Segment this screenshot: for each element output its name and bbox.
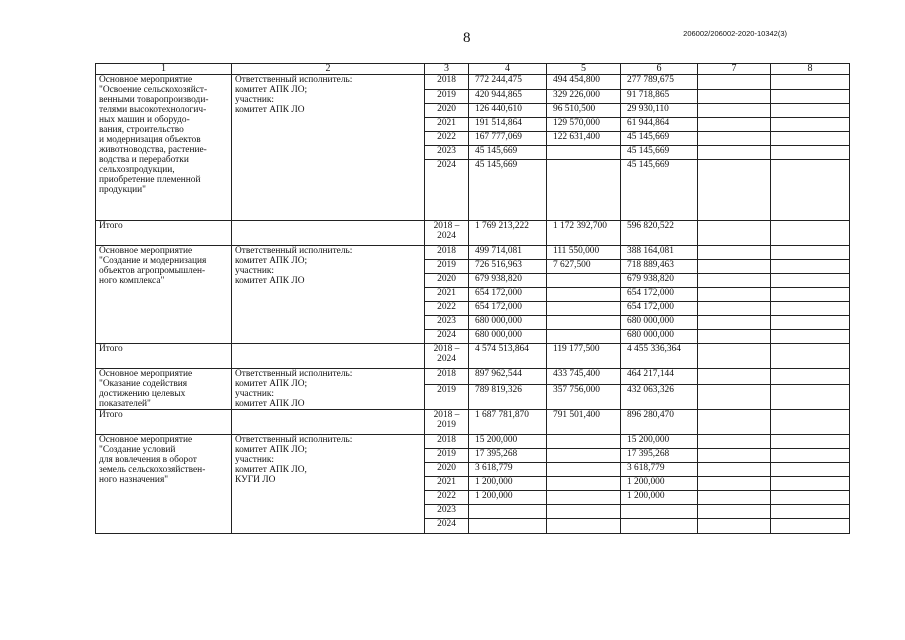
col7-cell [698,519,771,534]
col7-cell [698,246,771,260]
federal-amount-cell: 119 177,500 [547,344,621,369]
federal-amount-cell [547,519,621,534]
header-cell: 2 [232,64,425,75]
col7-cell [698,75,771,90]
table-row [96,75,850,90]
year-cell: 2022 [425,132,469,146]
col7-cell [698,369,771,385]
header-cell: 1 [96,64,232,75]
total-amount-cell: 726 516,963 [469,260,547,274]
col7-cell [698,302,771,316]
total-amount-cell: 679 938,820 [469,274,547,288]
total-amount-cell: 45 145,669 [469,146,547,160]
total-period-cell: 2018 – 2024 [425,221,469,246]
year-cell: 2021 [425,118,469,132]
col7-cell [698,344,771,369]
year-cell: 2018 [425,435,469,449]
total-executor-cell [232,221,425,246]
regional-amount-cell: 277 789,675 [621,75,698,90]
col8-cell [771,330,850,344]
col7-cell [698,463,771,477]
col7-cell [698,477,771,491]
federal-amount-cell: 129 570,000 [547,118,621,132]
col7-cell [698,449,771,463]
col7-cell [698,435,771,449]
regional-amount-cell: 432 063,326 [621,384,698,410]
regional-amount-cell: 896 280,470 [621,410,698,435]
regional-amount-cell [621,519,698,534]
col7-cell [698,90,771,104]
executor-cell: Ответственный исполнитель: комитет АПК ЛО; участник: комитет АПК ЛО, КУГИ ЛО [232,435,425,534]
total-amount-cell: 772 244,475 [469,75,547,90]
col7-cell [698,316,771,330]
col8-cell [771,146,850,160]
regional-amount-cell: 29 930,110 [621,104,698,118]
year-cell: 2024 [425,330,469,344]
federal-amount-cell [547,330,621,344]
total-amount-cell: 17 395,268 [469,449,547,463]
col7-cell [698,160,771,221]
col8-cell [771,132,850,146]
total-amount-cell [469,519,547,534]
total-row [96,410,850,435]
year-cell: 2019 [425,90,469,104]
table-row [96,246,850,260]
col8-cell [771,449,850,463]
year-cell: 2023 [425,505,469,519]
federal-amount-cell [547,449,621,463]
year-cell: 2020 [425,463,469,477]
federal-amount-cell [547,288,621,302]
col7-cell [698,274,771,288]
federal-amount-cell [547,146,621,160]
col8-cell [771,288,850,302]
col8-cell [771,369,850,385]
col7-cell [698,104,771,118]
header-cell: 3 [425,64,469,75]
regional-amount-cell: 654 172,000 [621,288,698,302]
col8-cell [771,384,850,410]
col7-cell [698,330,771,344]
total-amount-cell: 654 172,000 [469,288,547,302]
executor-cell: Ответственный исполнитель: комитет АПК ЛО; участник: комитет АПК ЛО [232,75,425,221]
header-cell: 6 [621,64,698,75]
federal-amount-cell [547,160,621,221]
year-cell: 2022 [425,302,469,316]
document-code: 206002/206002-2020-10342(3) [683,29,787,38]
page-number: 8 [463,30,471,46]
col8-cell [771,505,850,519]
program-table [95,63,850,534]
col8-cell [771,274,850,288]
table-row [96,435,850,449]
header-cell: 7 [698,64,771,75]
year-cell: 2024 [425,160,469,221]
activity-name-cell: Основное мероприятие "Создание условий для вовлечения в оборот земель сельскохозяйствен- ного назначения" [96,435,232,534]
year-cell: 2018 [425,369,469,385]
col7-cell [698,132,771,146]
col8-cell [771,491,850,505]
header-row [96,64,850,75]
total-executor-cell [232,410,425,435]
federal-amount-cell [547,491,621,505]
year-cell: 2018 [425,246,469,260]
federal-amount-cell: 357 756,000 [547,384,621,410]
total-amount-cell: 3 618,779 [469,463,547,477]
regional-amount-cell: 15 200,000 [621,435,698,449]
year-cell: 2019 [425,449,469,463]
federal-amount-cell [547,302,621,316]
regional-amount-cell: 680 000,000 [621,316,698,330]
col7-cell [698,384,771,410]
total-amount-cell: 1 200,000 [469,477,547,491]
federal-amount-cell: 494 454,800 [547,75,621,90]
col7-cell [698,491,771,505]
col8-cell [771,302,850,316]
regional-amount-cell: 1 200,000 [621,477,698,491]
federal-amount-cell [547,463,621,477]
total-label-cell: Итого [96,410,232,435]
regional-amount-cell: 17 395,268 [621,449,698,463]
federal-amount-cell: 7 627,500 [547,260,621,274]
federal-amount-cell: 111 550,000 [547,246,621,260]
federal-amount-cell [547,435,621,449]
total-amount-cell: 680 000,000 [469,330,547,344]
col7-cell [698,505,771,519]
executor-cell: Ответственный исполнитель: комитет АПК ЛО; участник: комитет АПК ЛО [232,246,425,344]
federal-amount-cell: 329 226,000 [547,90,621,104]
regional-amount-cell: 61 944,864 [621,118,698,132]
year-cell: 2019 [425,260,469,274]
col8-cell [771,90,850,104]
col8-cell [771,118,850,132]
regional-amount-cell: 45 145,669 [621,160,698,221]
year-cell: 2024 [425,519,469,534]
total-amount-cell: 15 200,000 [469,435,547,449]
total-amount-cell: 789 819,326 [469,384,547,410]
year-cell: 2021 [425,288,469,302]
col8-cell [771,104,850,118]
regional-amount-cell: 596 820,522 [621,221,698,246]
total-label-cell: Итого [96,344,232,369]
col8-cell [771,477,850,491]
year-cell: 2022 [425,491,469,505]
year-cell: 2020 [425,104,469,118]
federal-amount-cell: 433 745,400 [547,369,621,385]
regional-amount-cell: 654 172,000 [621,302,698,316]
col8-cell [771,260,850,274]
header-cell: 5 [547,64,621,75]
col7-cell [698,118,771,132]
col8-cell [771,75,850,90]
federal-amount-cell: 791 501,400 [547,410,621,435]
federal-amount-cell [547,477,621,491]
total-row [96,221,850,246]
federal-amount-cell [547,505,621,519]
federal-amount-cell: 96 510,500 [547,104,621,118]
regional-amount-cell: 1 200,000 [621,491,698,505]
total-executor-cell [232,344,425,369]
regional-amount-cell: 464 217,144 [621,369,698,385]
col8-cell [771,435,850,449]
federal-amount-cell [547,274,621,288]
activity-name-cell: Основное мероприятие "Создание и модернизация объектов агропромышлен- ного комплекса" [96,246,232,344]
total-amount-cell: 1 687 781,870 [469,410,547,435]
regional-amount-cell: 718 889,463 [621,260,698,274]
regional-amount-cell: 91 718,865 [621,90,698,104]
regional-amount-cell: 4 455 336,364 [621,344,698,369]
year-cell: 2023 [425,146,469,160]
col7-cell [698,221,771,246]
total-period-cell: 2018 – 2024 [425,344,469,369]
total-amount-cell: 45 145,669 [469,160,547,221]
total-amount-cell: 126 440,610 [469,104,547,118]
col8-cell [771,246,850,260]
total-amount-cell: 1 769 213,222 [469,221,547,246]
total-amount-cell: 167 777,069 [469,132,547,146]
year-cell: 2020 [425,274,469,288]
total-amount-cell: 654 172,000 [469,302,547,316]
year-cell: 2023 [425,316,469,330]
federal-amount-cell: 1 172 392,700 [547,221,621,246]
activity-name-cell: Основное мероприятие "Освоение сельскохозяйст- венными товаропроизводи- телями высокотехнологич- ных машин и оборудо- вания, строительство и модернизация объектов животноводства, растение- водства и переработки сельхозпродукции, приобретение племенной продукции" [96,75,232,221]
table-row [96,369,850,385]
col8-cell [771,344,850,369]
col8-cell [771,410,850,435]
total-amount-cell: 4 574 513,864 [469,344,547,369]
col7-cell [698,288,771,302]
regional-amount-cell [621,505,698,519]
total-amount-cell: 680 000,000 [469,316,547,330]
col8-cell [771,463,850,477]
federal-amount-cell [547,316,621,330]
total-amount-cell: 420 944,865 [469,90,547,104]
year-cell: 2018 [425,75,469,90]
regional-amount-cell: 680 000,000 [621,330,698,344]
total-amount-cell: 897 962,544 [469,369,547,385]
col8-cell [771,519,850,534]
executor-cell: Ответственный исполнитель: комитет АПК ЛО; участник: комитет АПК ЛО [232,369,425,410]
col8-cell [771,316,850,330]
activity-name-cell: Основное мероприятие "Оказание содействия достижению целевых показателей" [96,369,232,410]
federal-amount-cell: 122 631,400 [547,132,621,146]
total-amount-cell [469,505,547,519]
regional-amount-cell: 388 164,081 [621,246,698,260]
year-cell: 2019 [425,384,469,410]
total-row [96,344,850,369]
total-amount-cell: 1 200,000 [469,491,547,505]
regional-amount-cell: 679 938,820 [621,274,698,288]
regional-amount-cell: 45 145,669 [621,146,698,160]
regional-amount-cell: 3 618,779 [621,463,698,477]
header-cell: 4 [469,64,547,75]
total-amount-cell: 191 514,864 [469,118,547,132]
header-cell: 8 [771,64,850,75]
total-period-cell: 2018 – 2019 [425,410,469,435]
col7-cell [698,410,771,435]
col8-cell [771,160,850,221]
regional-amount-cell: 45 145,669 [621,132,698,146]
total-amount-cell: 499 714,081 [469,246,547,260]
col7-cell [698,260,771,274]
col8-cell [771,221,850,246]
col7-cell [698,146,771,160]
year-cell: 2021 [425,477,469,491]
total-label-cell: Итого [96,221,232,246]
